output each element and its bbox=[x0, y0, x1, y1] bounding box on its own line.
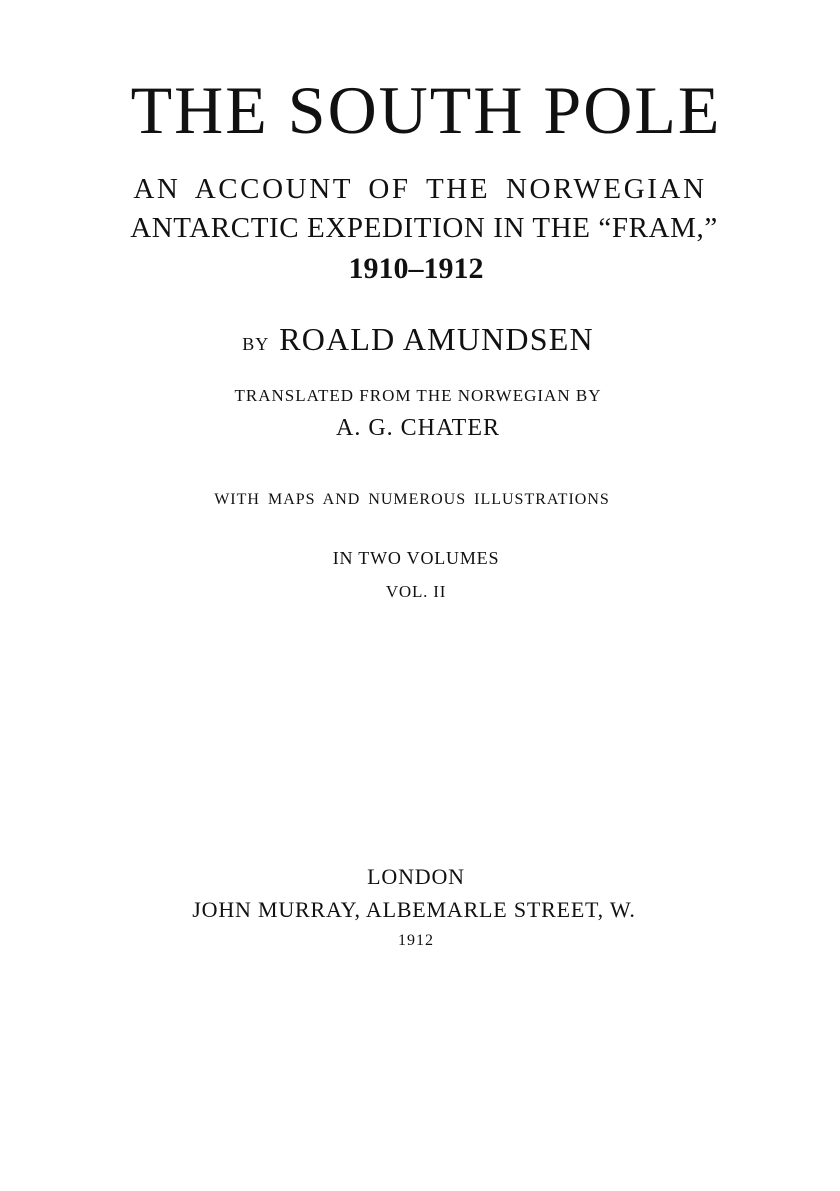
by-label: BY bbox=[242, 334, 270, 354]
author-name: ROALD AMUNDSEN bbox=[279, 321, 594, 357]
translator-name: A. G. CHATER bbox=[335, 415, 500, 441]
publication-year: 1912 bbox=[398, 932, 434, 949]
book-title: THE SOUTH POLE bbox=[130, 72, 722, 148]
translated-by-label: TRANSLATED FROM THE NORWEGIAN BY bbox=[234, 386, 602, 405]
author-line bbox=[0, 323, 838, 355]
publisher: JOHN MURRAY, ALBEMARLE STREET, W. bbox=[192, 897, 636, 922]
expedition-years: 1910–1912 bbox=[348, 252, 484, 285]
volumes-note: IN TWO VOLUMES bbox=[332, 548, 500, 568]
subtitle-line-2: ANTARCTIC EXPEDITION IN THE “FRAM,” bbox=[130, 212, 718, 244]
publication-city: LONDON bbox=[367, 864, 465, 889]
subtitle-line-1: AN ACCOUNT OF THE NORWEGIAN bbox=[133, 173, 707, 205]
illustrations-note: WITH MAPS AND NUMEROUS ILLUSTRATIONS bbox=[214, 491, 610, 508]
volume-number: VOL. II bbox=[385, 582, 447, 601]
